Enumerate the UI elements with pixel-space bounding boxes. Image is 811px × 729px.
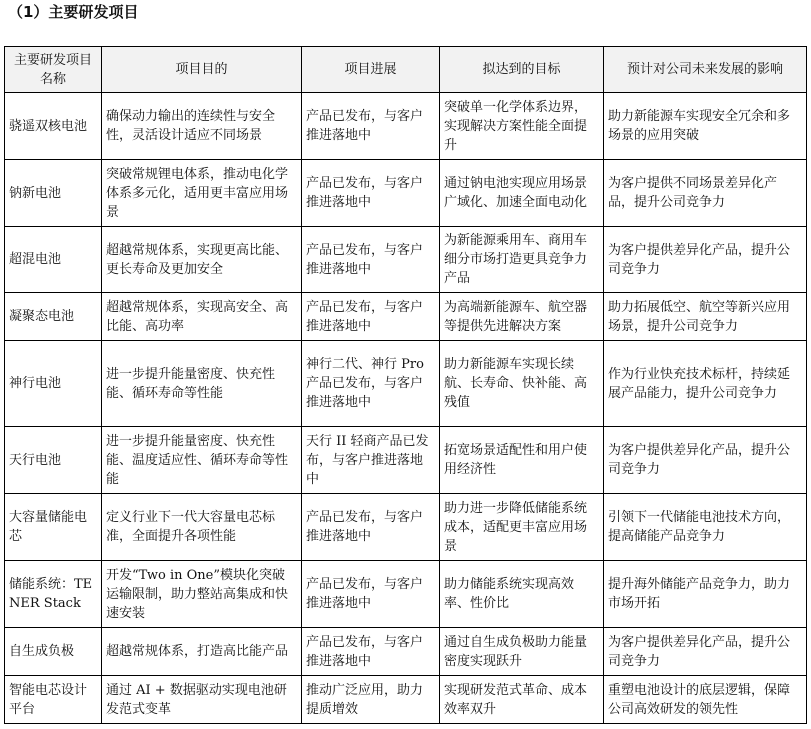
cell-purpose: 开发“Two in One”模块化突破运输限制，助力整站高集成和快速安装 [102,561,302,628]
cell-impact: 助力拓展低空、航空等新兴应用场景，提升公司竞争力 [604,293,807,341]
header-progress: 项目进展 [302,47,440,93]
cell-progress: 产品已发布，与客户推进落地中 [302,628,440,676]
cell-target: 助力新能源车实现长续航、长寿命、快补能、高残值 [440,341,604,427]
cell-project-name: 大容量储能电芯 [5,494,102,561]
cell-purpose: 定义行业下一代大容量电芯标准，全面提升各项性能 [102,494,302,561]
cell-progress: 天行 II 轻商产品已发布，与客户推进落地中 [302,427,440,494]
cell-target: 助力储能系统实现高效率、性价比 [440,561,604,628]
cell-project-name: 超混电池 [5,227,102,293]
cell-progress: 产品已发布，与客户推进落地中 [302,561,440,628]
table-row [5,227,807,293]
cell-purpose: 进一步提升能量密度、快充性能、温度适应性、循环寿命等性能 [102,427,302,494]
table-header-row [5,47,807,93]
header-impact: 预计对公司未来发展的影响 [604,47,807,93]
cell-project-name: 储能系统：TENER Stack [5,561,102,628]
header-project-name: 主要研发项目名称 [5,47,102,93]
cell-target: 突破单一化学体系边界，实现解决方案性能全面提升 [440,93,604,160]
header-purpose: 项目目的 [102,47,302,93]
cell-target: 拓宽场景适配性和用户使用经济性 [440,427,604,494]
cell-purpose: 突破常规锂电体系，推动电化学体系多元化，适用更丰富应用场景 [102,160,302,227]
cell-target: 助力进一步降低储能系统成本，适配更丰富应用场景 [440,494,604,561]
table-row [5,293,807,341]
cell-target: 实现研发范式革命、成本效率双升 [440,676,604,724]
section-heading: （1）主要研发项目 [8,3,139,21]
cell-impact: 为客户提供差异化产品，提升公司竞争力 [604,427,807,494]
cell-target: 通过自生成负极助力能量密度实现跃升 [440,628,604,676]
cell-project-name: 天行电池 [5,427,102,494]
cell-purpose: 超越常规体系，打造高比能产品 [102,628,302,676]
table-row [5,628,807,676]
table-row [5,494,807,561]
rd-projects-table [4,46,807,724]
cell-progress: 产品已发布，与客户推进落地中 [302,160,440,227]
cell-impact: 重塑电池设计的底层逻辑，保障公司高效研发的领先性 [604,676,807,724]
cell-impact: 为客户提供差异化产品，提升公司竞争力 [604,227,807,293]
cell-purpose: 通过 AI + 数据驱动实现电池研发范式变革 [102,676,302,724]
table-row [5,676,807,724]
cell-impact: 为客户提供差异化产品，提升公司竞争力 [604,628,807,676]
table-row [5,561,807,628]
cell-target: 通过钠电池实现应用场景广域化、加速全面电动化 [440,160,604,227]
cell-target: 为高端新能源车、航空器等提供先进解决方案 [440,293,604,341]
cell-purpose: 进一步提升能量密度、快充性能、循环寿命等性能 [102,341,302,427]
cell-purpose: 确保动力输出的连续性与安全性，灵活设计适应不同场景 [102,93,302,160]
table-row [5,427,807,494]
cell-impact: 引领下一代储能电池技术方向，提高储能产品竞争力 [604,494,807,561]
cell-progress: 产品已发布，与客户推进落地中 [302,293,440,341]
cell-impact: 提升海外储能产品竞争力，助力市场开拓 [604,561,807,628]
cell-project-name: 凝聚态电池 [5,293,102,341]
cell-progress: 推动广泛应用，助力提质增效 [302,676,440,724]
cell-impact: 为客户提供不同场景差异化产品，提升公司竞争力 [604,160,807,227]
cell-progress: 产品已发布，与客户推进落地中 [302,227,440,293]
cell-project-name: 神行电池 [5,341,102,427]
cell-project-name: 钠新电池 [5,160,102,227]
cell-project-name: 骁遥双核电池 [5,93,102,160]
cell-progress: 产品已发布，与客户推进落地中 [302,494,440,561]
cell-progress: 神行二代、神行 Pro 产品已发布，与客户推进落地中 [302,341,440,427]
cell-purpose: 超越常规体系，实现高安全、高比能、高功率 [102,293,302,341]
table-row [5,160,807,227]
cell-project-name: 智能电芯设计平台 [5,676,102,724]
cell-impact: 助力新能源车实现安全冗余和多场景的应用突破 [604,93,807,160]
cell-progress: 产品已发布，与客户推进落地中 [302,93,440,160]
header-target: 拟达到的目标 [440,47,604,93]
cell-target: 为新能源乘用车、商用车细分市场打造更具竞争力产品 [440,227,604,293]
table-row [5,341,807,427]
table-row [5,93,807,160]
cell-impact: 作为行业快充技术标杆，持续延展产品能力，提升公司竞争力 [604,341,807,427]
cell-purpose: 超越常规体系，实现更高比能、更长寿命及更加安全 [102,227,302,293]
cell-project-name: 自生成负极 [5,628,102,676]
